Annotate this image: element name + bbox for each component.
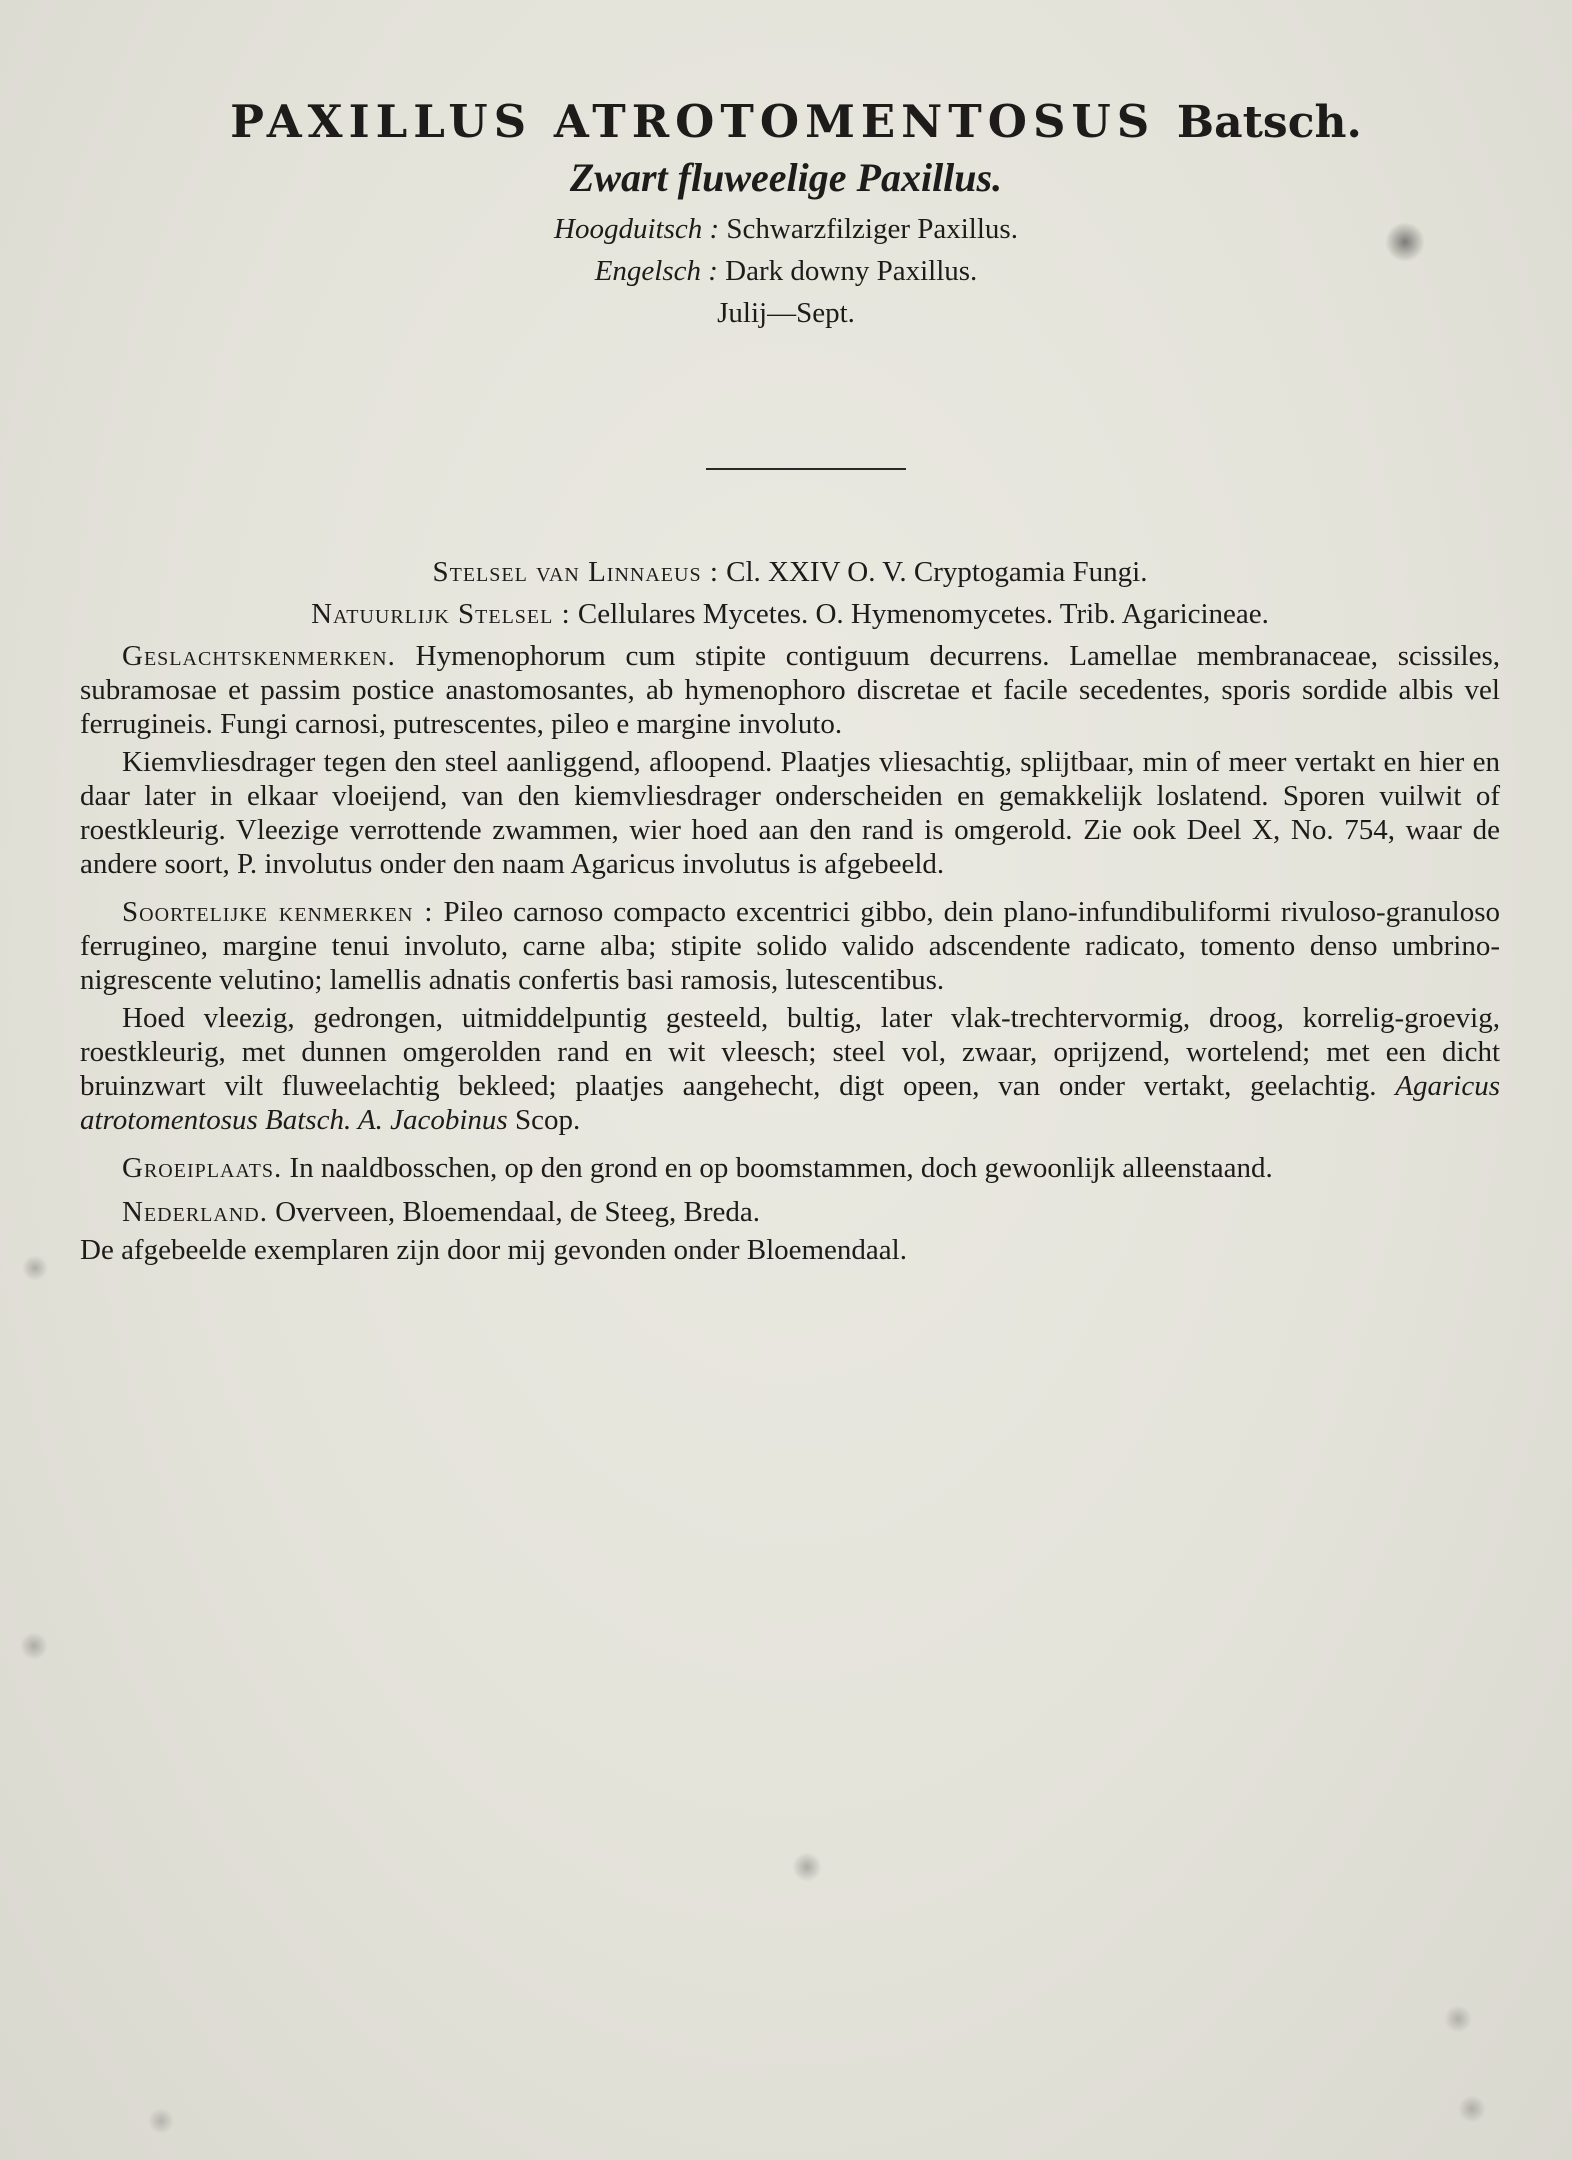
netherlands-label: Nederland. [122, 1196, 268, 1228]
species-synonym-author: Scop. [514, 1104, 581, 1136]
netherlands-text: Overveen, Bloemendaal, de Steeg, Breda. [275, 1196, 760, 1228]
species-dutch: Hoed vleezig, gedrongen, uitmiddelpuntig gesteeld, bultig, later vlak-trechtervormig, droog, korrelig-groevig, roestkleurig, met dunnen omgerolden rand en wit vleesch; steel vol, zwaar, oprijzend, wortelend; met een dicht bruinzwart vilt fluweelachtig bekleed; plaatjes aangehecht, digt opeen, van onder vertakt, geelachtig. [80, 1002, 1500, 1102]
genus-latin: Hymenophorum cum stipite contiguum decurrens. Lamellae membranaceae, scissiles, subramosae et passim postice anastomosantes, ab hymenophoro discretae et facile secedentes, sporis sordide albis vel ferrugineis. Fungi carnosi, putrescentes, pileo e margine involuto. [80, 640, 1501, 740]
netherlands-paragraph [80, 1195, 1500, 1229]
page-header [0, 95, 1572, 333]
natural-text: Cellulares Mycetes. O. Hymenomycetes. Trib. Agaricineae. [577, 598, 1269, 630]
habitat-text: In naaldbosschen, op den grond en op boomstammen, doch gewoonlijk alleenstaand. [289, 1152, 1273, 1184]
dutch-common-name: Zwart fluweelige Paxillus. [569, 155, 1003, 200]
species-name: PAXILLUS ATROTOMENTOSUS [230, 95, 1156, 148]
description-body [80, 555, 1500, 1275]
german-label: Hoogduitsch : [554, 213, 720, 245]
page-title [0, 95, 1572, 148]
species-latin: Pileo carnoso compacto excentrici gibbo, dein plano-infundibuliformi rivuloso-granuloso ferrugineo, margine tenui involuto, carne alba; stipite solido valido adscendente radicato, tomento denso umbrino-nigrescente velutino; lamellis adnatis confertis basi ramosis, lutescentibus. [80, 896, 1501, 996]
natural-label: Natuurlijk Stelsel : [311, 598, 571, 630]
linnaeus-text: Cl. XXIV O. V. Cryptogamia Fungi. [726, 556, 1148, 588]
divider-rule [706, 468, 906, 470]
closing-paragraph: De afgebeelde exemplaren zijn door mij gevonden onder Bloemendaal. [80, 1234, 907, 1266]
species-dutch-paragraph [80, 1001, 1500, 1137]
german-name: Schwarzfilziger Paxillus. [726, 213, 1018, 245]
species-latin-paragraph [80, 895, 1500, 997]
genus-label: Geslachtskenmerken. [122, 640, 396, 672]
english-name-line [0, 251, 1572, 291]
foxing-spot [22, 1255, 48, 1281]
foxing-spot [1458, 2095, 1486, 2123]
german-name-line [0, 209, 1572, 249]
linnaeus-system-line [80, 555, 1500, 589]
habitat-paragraph [80, 1151, 1500, 1185]
habitat-label: Groeiplaats. [122, 1152, 283, 1184]
species-label: Soortelijke kenmerken : [122, 896, 434, 928]
foxing-spot [1444, 2005, 1472, 2033]
foxing-spot [792, 1852, 822, 1882]
foxing-spot [148, 2108, 174, 2134]
genus-latin-paragraph [80, 639, 1500, 741]
species-synonyms: Agaricus atrotomentosus Batsch. A. Jacobinus [80, 1070, 1501, 1136]
season: Julij—Sept. [717, 297, 855, 329]
natural-system-line [80, 597, 1500, 631]
linnaeus-label: Stelsel van Linnaeus : [432, 556, 719, 588]
foxing-spot [20, 1632, 48, 1660]
english-name: Dark downy Paxillus. [725, 255, 978, 287]
genus-dutch-paragraph: Kiemvliesdrager tegen den steel aanliggend, afloopend. Plaatjes vliesachtig, splijtbaar, min of meer vertakt en hier en daar later in elkaar vloeijend, van den kiemvliesdrager onderscheiden en gemakkelijk loslatend. Sporen vuilwit of roestkleurig. Vleezige verrottende zwammen, wier hoed aan den rand is omgerold. Zie ook Deel X, No. 754, waar de andere soort, P. involutus onder den naam Agaricus involutus is afgebeeld. [80, 746, 1500, 880]
english-label: Engelsch : [594, 255, 718, 287]
species-author: Batsch. [1176, 97, 1362, 148]
